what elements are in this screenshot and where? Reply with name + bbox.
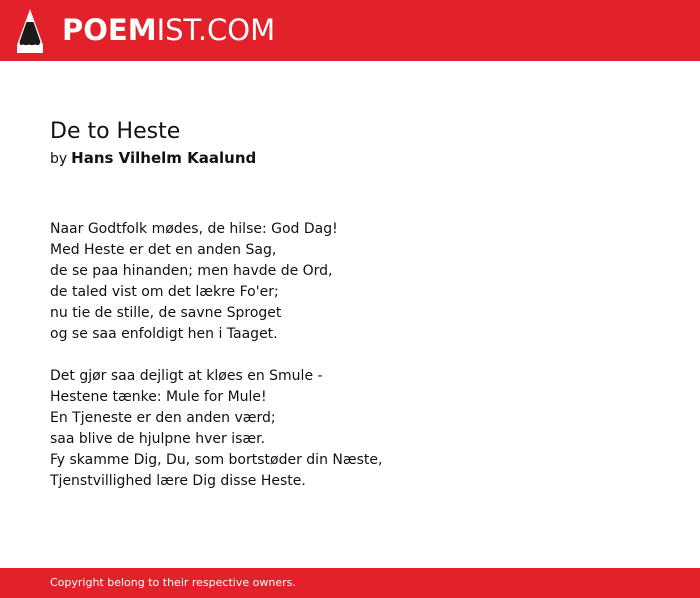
poem-line: Hestene tænke: Mule for Mule! <box>50 389 267 405</box>
site-header <box>0 0 700 61</box>
stanza-1 <box>50 219 670 345</box>
poem-line: Det gjør saa dejligt at kløes en Smule - <box>50 368 323 384</box>
poem-content <box>50 118 670 513</box>
copyright-text: Copyright belong to their respective owners. <box>50 576 296 589</box>
byline <box>50 148 670 169</box>
pencil-icon <box>17 9 43 53</box>
logo-text-bold: POEM <box>62 13 157 47</box>
poem-line: nu tie de stille, de savne Sproget <box>50 305 282 321</box>
site-logo-link[interactable] <box>17 8 275 53</box>
poem-line: Fy skamme Dig, Du, som bortstøder din Næste, <box>50 452 383 468</box>
logo-text-light: IST.COM <box>156 13 276 47</box>
stanza-2 <box>50 366 670 492</box>
site-footer <box>0 568 700 598</box>
poem-body <box>50 219 670 492</box>
byline-prefix: by <box>50 151 68 167</box>
poem-line: saa blive de hjulpne hver især. <box>50 431 266 447</box>
poem-line: En Tjeneste er den anden værd; <box>50 410 276 426</box>
poem-line: Med Heste er det en anden Sag, <box>50 242 277 258</box>
poem-line: Tjenstvillighed lære Dig disse Heste. <box>50 473 306 489</box>
poem-line: Naar Godtfolk mødes, de hilse: God Dag! <box>50 221 338 237</box>
poem-line: og se saa enfoldigt hen i Taaget. <box>50 326 278 342</box>
author-link[interactable]: Hans Vilhelm Kaalund <box>71 149 257 167</box>
poem-line: de taled vist om det lækre Fo'er; <box>50 284 279 300</box>
poem-title: De to Heste <box>50 119 181 144</box>
poem-line: de se paa hinanden; men havde de Ord, <box>50 263 333 279</box>
site-logo-text <box>62 13 276 47</box>
